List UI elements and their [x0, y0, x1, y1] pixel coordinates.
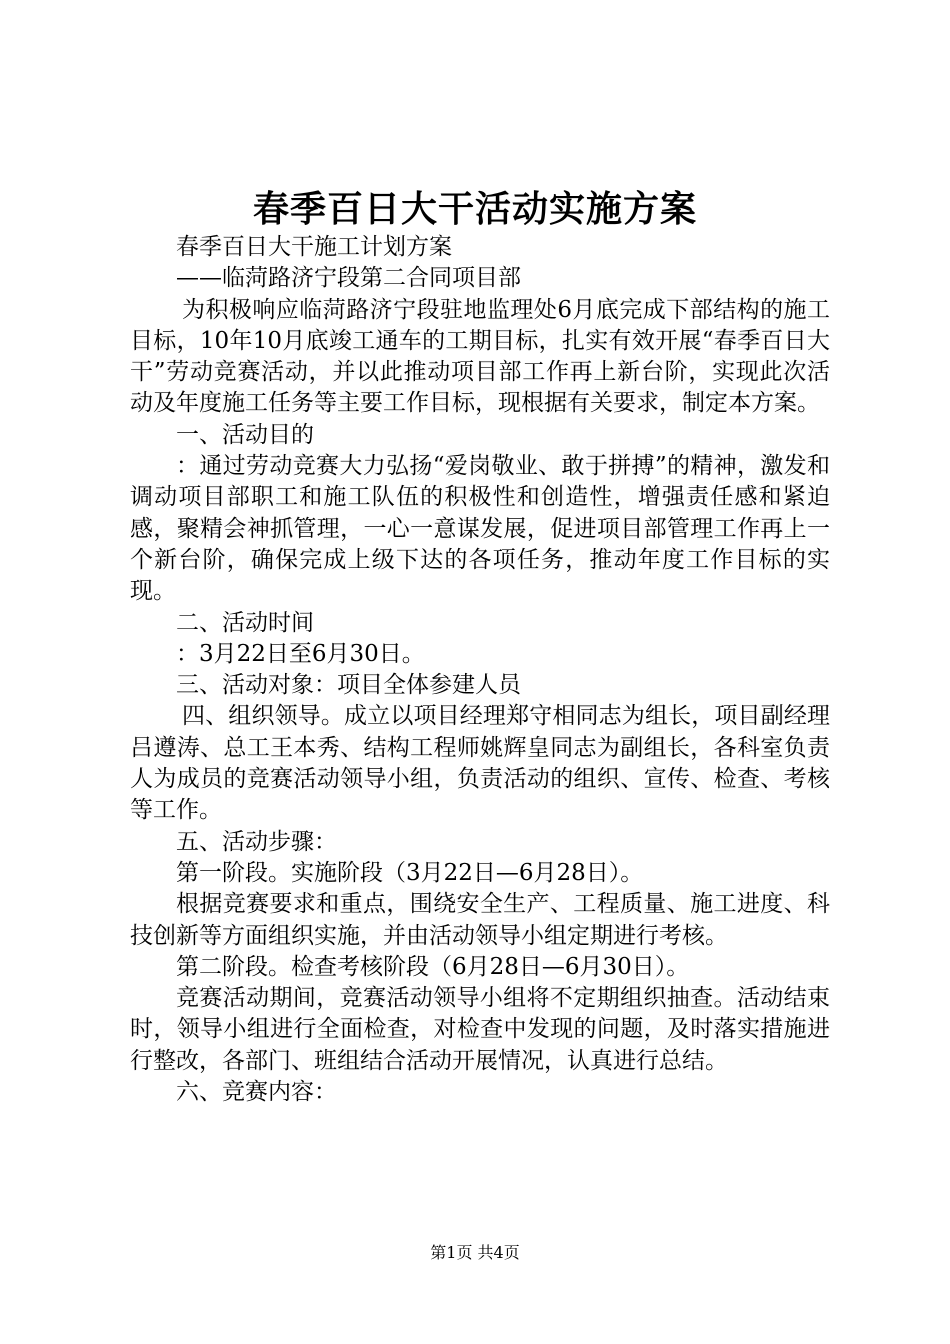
paragraph-stage-one: 第一阶段。实施阶段（3月22日—6月28日）。 [176, 859, 644, 886]
paragraph-subtitle: 春季百日大干施工计划方案 [176, 234, 452, 260]
heading-activity-steps: 五、活动步骤： [176, 828, 337, 855]
document-title: 春季百日大干活动实施方案 [252, 188, 697, 230]
heading-competition-content: 六、竞赛内容： [176, 1079, 337, 1106]
heading-activity-target: 三、活动对象：项目全体参建人员 [176, 672, 521, 699]
paragraph-stage-two-detail: 竞赛活动期间，竞赛活动领导小组将不定期组织抽查。活动结束时，领导小组进行全面检查，对检查中发现的问题，及时落实措施进行整改，各部门、班组结合活动开展情况，认真进行总结。 [130, 985, 830, 1074]
paragraph-stage-two: 第二阶段。检查考核阶段（6月28日—6月30日）。 [176, 953, 690, 980]
document-body [130, 232, 830, 1108]
heading-activity-time: 二、活动时间 [176, 609, 314, 636]
paragraph-intro: 为积极响应临菏路济宁段驻地监理处6月底完成下部结构的施工目标，10年10月底竣工通车的工期目标，扎实有效开展“春季百日大干”劳动竞赛活动，并以此推动项目部工作再上新台阶，实现此次活动及年度施工任务等主要工作目标，现根据有关要求，制定本方案。 [130, 296, 830, 417]
paragraph-stage-one-detail: 根据竞赛要求和重点，围绕安全生产、工程质量、施工进度、科技创新等方面组织实施，并由活动领导小组定期进行考核。 [130, 891, 830, 949]
heading-activity-purpose: 一、活动目的 [176, 421, 314, 448]
paragraph-activity-time: ：3月22日至6月30日。 [176, 640, 425, 667]
paragraph-activity-purpose: ：通过劳动竞赛大力弘扬“爱岗敬业、敢于拼搏”的精神，激发和调动项目部职工和施工队伍的积极性和创造性，增强责任感和紧迫感，聚精会神抓管理，一心一意谋发展，促进项目部管理工作再上一个新台阶，确保完成上级下达的各项任务，推动年度工作目标的实现。 [130, 453, 830, 605]
page-number-footer: 第1页 共4页 [430, 1243, 520, 1262]
paragraph-project-dept: ——临菏路济宁段第二合同项目部 [176, 265, 521, 292]
paragraph-organization: 四、组织领导。成立以项目经理郑守相同志为组长，项目副经理吕遵涛、总工王本秀、结构工程师姚辉皇同志为副组长，各科室负责人为成员的竞赛活动领导小组，负责活动的组织、宣传、检查、考核等工作。 [130, 703, 830, 824]
